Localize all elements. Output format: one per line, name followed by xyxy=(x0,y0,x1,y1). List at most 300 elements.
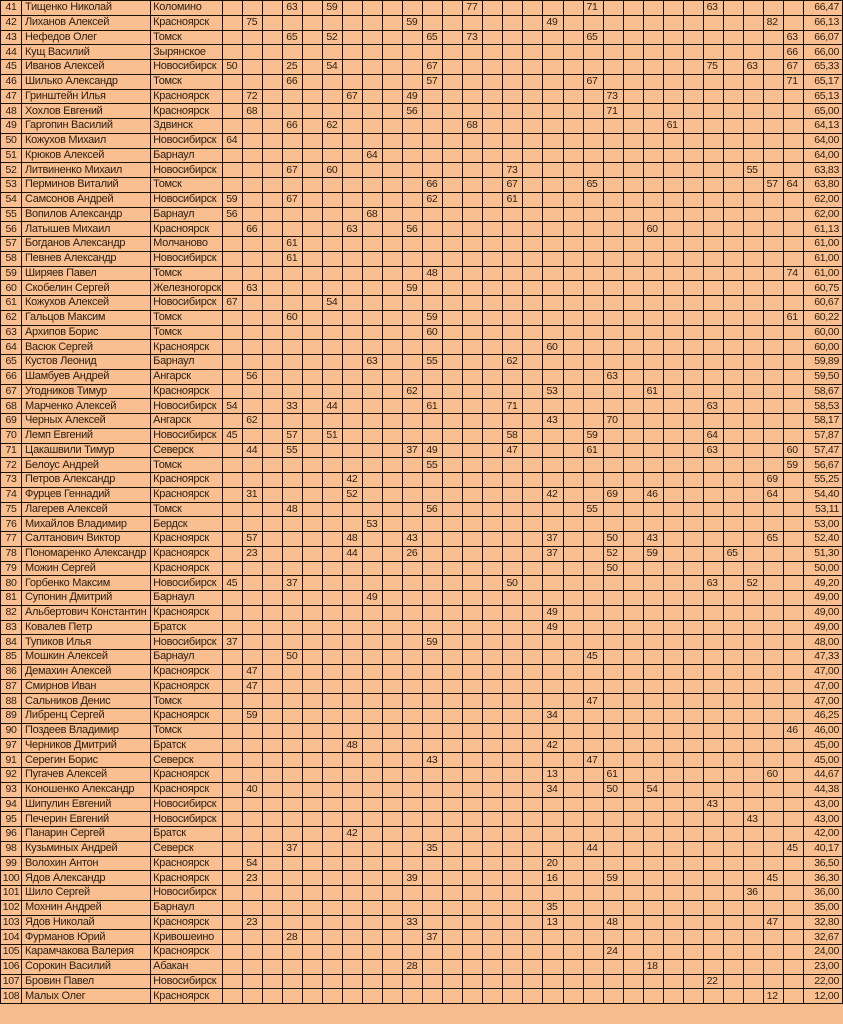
score-cell[interactable] xyxy=(503,650,523,665)
score-cell[interactable] xyxy=(663,15,683,30)
score-cell[interactable] xyxy=(263,15,283,30)
score-cell[interactable] xyxy=(723,915,743,930)
score-cell[interactable]: 63 xyxy=(703,1,723,16)
score-cell[interactable] xyxy=(403,827,423,842)
score-cell[interactable] xyxy=(743,679,763,694)
score-cell[interactable] xyxy=(363,768,383,783)
score-cell[interactable] xyxy=(503,310,523,325)
score-cell[interactable] xyxy=(403,428,423,443)
score-cell[interactable] xyxy=(623,989,643,1004)
score-cell[interactable] xyxy=(703,886,723,901)
score-cell[interactable] xyxy=(763,45,783,60)
score-cell[interactable] xyxy=(423,1,443,16)
score-cell[interactable] xyxy=(223,856,243,871)
score-cell[interactable] xyxy=(663,89,683,104)
score-cell[interactable] xyxy=(763,900,783,915)
score-cell[interactable] xyxy=(223,664,243,679)
score-cell[interactable] xyxy=(643,15,663,30)
score-cell[interactable] xyxy=(523,546,543,561)
score-cell[interactable] xyxy=(463,620,483,635)
score-cell[interactable] xyxy=(283,89,303,104)
score-cell[interactable] xyxy=(783,473,803,488)
score-cell[interactable] xyxy=(623,163,643,178)
score-cell[interactable] xyxy=(323,664,343,679)
score-cell[interactable] xyxy=(583,163,603,178)
score-cell[interactable] xyxy=(603,1,623,16)
score-cell[interactable] xyxy=(423,45,443,60)
score-cell[interactable]: 54 xyxy=(323,296,343,311)
score-cell[interactable]: 67 xyxy=(583,74,603,89)
score-cell[interactable] xyxy=(483,163,503,178)
score-cell[interactable] xyxy=(783,502,803,517)
score-cell[interactable]: 37 xyxy=(543,546,563,561)
score-cell[interactable]: 49 xyxy=(363,591,383,606)
score-cell[interactable] xyxy=(703,812,723,827)
score-cell[interactable] xyxy=(463,428,483,443)
total-score-cell[interactable]: 57,87 xyxy=(803,428,842,443)
score-cell[interactable]: 65 xyxy=(423,30,443,45)
score-cell[interactable] xyxy=(543,753,563,768)
score-cell[interactable] xyxy=(583,458,603,473)
score-cell[interactable] xyxy=(603,635,623,650)
score-cell[interactable] xyxy=(543,841,563,856)
score-cell[interactable] xyxy=(483,487,503,502)
score-cell[interactable] xyxy=(683,458,703,473)
score-cell[interactable] xyxy=(303,443,323,458)
score-cell[interactable] xyxy=(563,192,583,207)
score-cell[interactable] xyxy=(683,664,703,679)
city-cell[interactable]: Молчаново xyxy=(151,237,223,252)
score-cell[interactable] xyxy=(703,355,723,370)
score-cell[interactable] xyxy=(343,561,363,576)
score-cell[interactable] xyxy=(383,502,403,517)
score-cell[interactable] xyxy=(763,605,783,620)
score-cell[interactable] xyxy=(443,974,463,989)
score-cell[interactable] xyxy=(763,561,783,576)
city-cell[interactable]: Братск xyxy=(151,738,223,753)
score-cell[interactable] xyxy=(783,148,803,163)
score-cell[interactable] xyxy=(603,119,623,134)
participant-name-cell[interactable]: Лемп Евгений xyxy=(22,428,151,443)
city-cell[interactable]: Красноярск xyxy=(151,15,223,30)
score-cell[interactable]: 23 xyxy=(243,546,263,561)
score-cell[interactable] xyxy=(523,709,543,724)
score-cell[interactable] xyxy=(303,591,323,606)
score-cell[interactable] xyxy=(503,281,523,296)
score-cell[interactable] xyxy=(223,222,243,237)
score-cell[interactable] xyxy=(563,989,583,1004)
score-cell[interactable] xyxy=(543,959,563,974)
total-score-cell[interactable]: 66,00 xyxy=(803,45,842,60)
score-cell[interactable] xyxy=(423,487,443,502)
score-cell[interactable] xyxy=(263,355,283,370)
score-cell[interactable] xyxy=(363,576,383,591)
score-cell[interactable] xyxy=(403,355,423,370)
score-cell[interactable]: 71 xyxy=(783,74,803,89)
score-cell[interactable] xyxy=(623,959,643,974)
score-cell[interactable] xyxy=(503,797,523,812)
score-cell[interactable] xyxy=(563,945,583,960)
score-cell[interactable] xyxy=(343,841,363,856)
score-cell[interactable] xyxy=(323,871,343,886)
score-cell[interactable] xyxy=(543,694,563,709)
score-cell[interactable] xyxy=(223,871,243,886)
score-cell[interactable] xyxy=(263,974,283,989)
score-cell[interactable] xyxy=(663,473,683,488)
city-cell[interactable]: Красноярск xyxy=(151,679,223,694)
score-cell[interactable] xyxy=(323,930,343,945)
score-cell[interactable] xyxy=(743,119,763,134)
score-cell[interactable] xyxy=(323,369,343,384)
score-cell[interactable]: 62 xyxy=(503,355,523,370)
score-cell[interactable] xyxy=(703,178,723,193)
total-score-cell[interactable]: 61,13 xyxy=(803,222,842,237)
score-cell[interactable] xyxy=(243,428,263,443)
score-cell[interactable] xyxy=(643,871,663,886)
city-cell[interactable]: Красноярск xyxy=(151,561,223,576)
score-cell[interactable] xyxy=(683,148,703,163)
score-cell[interactable]: 60 xyxy=(423,325,443,340)
score-cell[interactable] xyxy=(383,827,403,842)
total-score-cell[interactable]: 48,00 xyxy=(803,635,842,650)
score-cell[interactable] xyxy=(743,310,763,325)
score-cell[interactable] xyxy=(243,119,263,134)
score-cell[interactable] xyxy=(223,886,243,901)
score-cell[interactable] xyxy=(403,119,423,134)
row-number-cell[interactable]: 78 xyxy=(1,546,22,561)
score-cell[interactable] xyxy=(383,856,403,871)
participant-name-cell[interactable]: Можин Сергей xyxy=(22,561,151,576)
score-cell[interactable] xyxy=(783,620,803,635)
score-cell[interactable] xyxy=(263,266,283,281)
score-cell[interactable]: 63 xyxy=(783,30,803,45)
score-cell[interactable] xyxy=(503,89,523,104)
score-cell[interactable] xyxy=(603,473,623,488)
score-cell[interactable] xyxy=(683,871,703,886)
score-cell[interactable] xyxy=(763,886,783,901)
score-cell[interactable] xyxy=(723,989,743,1004)
score-cell[interactable] xyxy=(603,355,623,370)
score-cell[interactable] xyxy=(763,119,783,134)
score-cell[interactable] xyxy=(463,369,483,384)
score-cell[interactable] xyxy=(363,163,383,178)
city-cell[interactable]: Красноярск xyxy=(151,384,223,399)
score-cell[interactable] xyxy=(583,989,603,1004)
score-cell[interactable] xyxy=(743,207,763,222)
score-cell[interactable] xyxy=(763,694,783,709)
score-cell[interactable] xyxy=(303,399,323,414)
total-score-cell[interactable]: 24,00 xyxy=(803,945,842,960)
score-cell[interactable] xyxy=(323,635,343,650)
score-cell[interactable] xyxy=(443,900,463,915)
score-cell[interactable] xyxy=(643,237,663,252)
score-cell[interactable] xyxy=(463,930,483,945)
score-cell[interactable] xyxy=(703,15,723,30)
score-cell[interactable]: 50 xyxy=(603,561,623,576)
score-cell[interactable] xyxy=(583,945,603,960)
score-cell[interactable] xyxy=(423,119,443,134)
score-cell[interactable]: 44 xyxy=(323,399,343,414)
score-cell[interactable] xyxy=(483,959,503,974)
score-cell[interactable] xyxy=(363,753,383,768)
score-cell[interactable] xyxy=(343,148,363,163)
score-cell[interactable] xyxy=(343,45,363,60)
score-cell[interactable] xyxy=(563,546,583,561)
score-cell[interactable] xyxy=(363,60,383,75)
score-cell[interactable] xyxy=(483,930,503,945)
score-cell[interactable] xyxy=(603,930,623,945)
score-cell[interactable] xyxy=(243,399,263,414)
score-cell[interactable] xyxy=(463,384,483,399)
score-cell[interactable] xyxy=(743,989,763,1004)
score-cell[interactable]: 49 xyxy=(423,443,443,458)
total-score-cell[interactable]: 43,00 xyxy=(803,812,842,827)
score-cell[interactable]: 71 xyxy=(503,399,523,414)
total-score-cell[interactable]: 47,00 xyxy=(803,664,842,679)
score-cell[interactable]: 64 xyxy=(783,178,803,193)
total-score-cell[interactable]: 36,00 xyxy=(803,886,842,901)
score-cell[interactable] xyxy=(763,856,783,871)
score-cell[interactable] xyxy=(683,753,703,768)
score-cell[interactable] xyxy=(603,45,623,60)
score-cell[interactable] xyxy=(583,45,603,60)
score-cell[interactable] xyxy=(283,679,303,694)
score-cell[interactable] xyxy=(663,237,683,252)
score-cell[interactable] xyxy=(223,768,243,783)
score-cell[interactable] xyxy=(303,812,323,827)
score-cell[interactable] xyxy=(303,664,323,679)
score-cell[interactable] xyxy=(403,650,423,665)
score-cell[interactable] xyxy=(723,119,743,134)
score-cell[interactable] xyxy=(243,310,263,325)
score-cell[interactable] xyxy=(583,532,603,547)
score-cell[interactable] xyxy=(303,104,323,119)
score-cell[interactable]: 59 xyxy=(243,709,263,724)
score-cell[interactable] xyxy=(483,355,503,370)
score-cell[interactable] xyxy=(623,428,643,443)
score-cell[interactable] xyxy=(463,650,483,665)
score-cell[interactable] xyxy=(523,886,543,901)
row-number-cell[interactable]: 60 xyxy=(1,281,22,296)
score-cell[interactable] xyxy=(263,207,283,222)
participant-name-cell[interactable]: Печерин Евгений xyxy=(22,812,151,827)
score-cell[interactable] xyxy=(303,119,323,134)
score-cell[interactable] xyxy=(723,133,743,148)
score-cell[interactable] xyxy=(543,591,563,606)
score-cell[interactable] xyxy=(423,237,443,252)
score-cell[interactable] xyxy=(323,650,343,665)
score-cell[interactable] xyxy=(663,487,683,502)
score-cell[interactable]: 50 xyxy=(503,576,523,591)
score-cell[interactable] xyxy=(563,133,583,148)
score-cell[interactable] xyxy=(343,694,363,709)
row-number-cell[interactable]: 90 xyxy=(1,723,22,738)
row-number-cell[interactable]: 74 xyxy=(1,487,22,502)
score-cell[interactable] xyxy=(303,841,323,856)
score-cell[interactable] xyxy=(303,473,323,488)
score-cell[interactable] xyxy=(443,827,463,842)
score-cell[interactable] xyxy=(483,841,503,856)
score-cell[interactable] xyxy=(223,325,243,340)
score-cell[interactable] xyxy=(703,650,723,665)
score-cell[interactable] xyxy=(763,60,783,75)
score-cell[interactable] xyxy=(563,738,583,753)
total-score-cell[interactable]: 49,00 xyxy=(803,591,842,606)
score-cell[interactable] xyxy=(223,679,243,694)
score-cell[interactable]: 66 xyxy=(283,74,303,89)
score-cell[interactable] xyxy=(723,738,743,753)
score-cell[interactable] xyxy=(263,591,283,606)
score-cell[interactable] xyxy=(503,679,523,694)
score-cell[interactable] xyxy=(663,945,683,960)
score-cell[interactable]: 50 xyxy=(603,532,623,547)
score-cell[interactable] xyxy=(743,399,763,414)
score-cell[interactable] xyxy=(703,679,723,694)
score-cell[interactable] xyxy=(443,959,463,974)
score-cell[interactable] xyxy=(783,989,803,1004)
score-cell[interactable] xyxy=(743,753,763,768)
total-score-cell[interactable]: 42,00 xyxy=(803,827,842,842)
score-cell[interactable] xyxy=(323,841,343,856)
score-cell[interactable] xyxy=(763,782,783,797)
score-cell[interactable] xyxy=(583,355,603,370)
score-cell[interactable] xyxy=(603,192,623,207)
score-cell[interactable] xyxy=(503,45,523,60)
score-cell[interactable] xyxy=(443,428,463,443)
score-cell[interactable] xyxy=(583,664,603,679)
score-cell[interactable] xyxy=(623,355,643,370)
score-cell[interactable] xyxy=(503,723,523,738)
score-cell[interactable]: 47 xyxy=(583,753,603,768)
score-cell[interactable]: 42 xyxy=(343,827,363,842)
score-cell[interactable] xyxy=(663,148,683,163)
row-number-cell[interactable]: 98 xyxy=(1,841,22,856)
score-cell[interactable] xyxy=(243,296,263,311)
score-cell[interactable] xyxy=(743,959,763,974)
score-cell[interactable] xyxy=(683,679,703,694)
score-cell[interactable] xyxy=(483,723,503,738)
score-cell[interactable] xyxy=(463,635,483,650)
score-cell[interactable] xyxy=(523,679,543,694)
score-cell[interactable] xyxy=(623,502,643,517)
score-cell[interactable] xyxy=(763,74,783,89)
score-cell[interactable] xyxy=(443,487,463,502)
city-cell[interactable]: Красноярск xyxy=(151,473,223,488)
score-cell[interactable]: 56 xyxy=(243,369,263,384)
score-cell[interactable] xyxy=(703,237,723,252)
score-cell[interactable] xyxy=(383,266,403,281)
score-cell[interactable]: 24 xyxy=(603,945,623,960)
score-cell[interactable] xyxy=(283,532,303,547)
score-cell[interactable] xyxy=(343,605,363,620)
score-cell[interactable] xyxy=(483,369,503,384)
score-cell[interactable] xyxy=(463,989,483,1004)
score-cell[interactable] xyxy=(223,148,243,163)
score-cell[interactable] xyxy=(743,251,763,266)
score-cell[interactable] xyxy=(303,738,323,753)
score-cell[interactable] xyxy=(403,635,423,650)
score-cell[interactable] xyxy=(383,679,403,694)
score-cell[interactable] xyxy=(663,281,683,296)
score-cell[interactable] xyxy=(483,325,503,340)
score-cell[interactable] xyxy=(243,930,263,945)
score-cell[interactable] xyxy=(303,281,323,296)
score-cell[interactable] xyxy=(483,635,503,650)
score-cell[interactable] xyxy=(363,915,383,930)
score-cell[interactable] xyxy=(263,502,283,517)
score-cell[interactable] xyxy=(383,45,403,60)
score-cell[interactable] xyxy=(703,325,723,340)
score-cell[interactable] xyxy=(663,738,683,753)
score-cell[interactable] xyxy=(583,251,603,266)
score-cell[interactable] xyxy=(383,620,403,635)
score-cell[interactable]: 62 xyxy=(243,414,263,429)
score-cell[interactable] xyxy=(243,1,263,16)
score-cell[interactable] xyxy=(743,281,763,296)
score-cell[interactable] xyxy=(303,945,323,960)
score-cell[interactable] xyxy=(483,281,503,296)
score-cell[interactable] xyxy=(223,517,243,532)
score-cell[interactable] xyxy=(663,856,683,871)
score-cell[interactable] xyxy=(363,89,383,104)
score-cell[interactable]: 61 xyxy=(423,399,443,414)
score-cell[interactable] xyxy=(343,620,363,635)
score-cell[interactable] xyxy=(683,709,703,724)
score-cell[interactable] xyxy=(563,812,583,827)
score-cell[interactable]: 61 xyxy=(643,384,663,399)
score-cell[interactable] xyxy=(523,561,543,576)
score-cell[interactable]: 28 xyxy=(283,930,303,945)
score-cell[interactable]: 25 xyxy=(283,60,303,75)
score-cell[interactable] xyxy=(583,340,603,355)
score-cell[interactable] xyxy=(363,546,383,561)
score-cell[interactable] xyxy=(723,620,743,635)
score-cell[interactable] xyxy=(343,443,363,458)
score-cell[interactable] xyxy=(223,104,243,119)
score-cell[interactable] xyxy=(323,886,343,901)
score-cell[interactable] xyxy=(583,738,603,753)
score-cell[interactable]: 52 xyxy=(743,576,763,591)
score-cell[interactable] xyxy=(663,679,683,694)
score-cell[interactable] xyxy=(483,384,503,399)
score-cell[interactable] xyxy=(323,812,343,827)
score-cell[interactable] xyxy=(363,694,383,709)
score-cell[interactable] xyxy=(383,900,403,915)
score-cell[interactable] xyxy=(603,74,623,89)
score-cell[interactable]: 35 xyxy=(423,841,443,856)
score-cell[interactable] xyxy=(503,812,523,827)
score-cell[interactable]: 73 xyxy=(603,89,623,104)
score-cell[interactable] xyxy=(443,605,463,620)
score-cell[interactable] xyxy=(503,325,523,340)
score-cell[interactable] xyxy=(603,841,623,856)
score-cell[interactable]: 64 xyxy=(703,428,723,443)
score-cell[interactable] xyxy=(503,133,523,148)
score-cell[interactable]: 63 xyxy=(703,399,723,414)
score-cell[interactable] xyxy=(623,251,643,266)
participant-name-cell[interactable]: Кузьминых Андрей xyxy=(22,841,151,856)
score-cell[interactable] xyxy=(403,399,423,414)
score-cell[interactable] xyxy=(523,458,543,473)
score-cell[interactable] xyxy=(343,812,363,827)
score-cell[interactable] xyxy=(663,591,683,606)
city-cell[interactable]: Красноярск xyxy=(151,768,223,783)
score-cell[interactable] xyxy=(443,237,463,252)
score-cell[interactable] xyxy=(503,237,523,252)
score-cell[interactable] xyxy=(663,635,683,650)
score-cell[interactable] xyxy=(623,325,643,340)
score-cell[interactable] xyxy=(283,487,303,502)
